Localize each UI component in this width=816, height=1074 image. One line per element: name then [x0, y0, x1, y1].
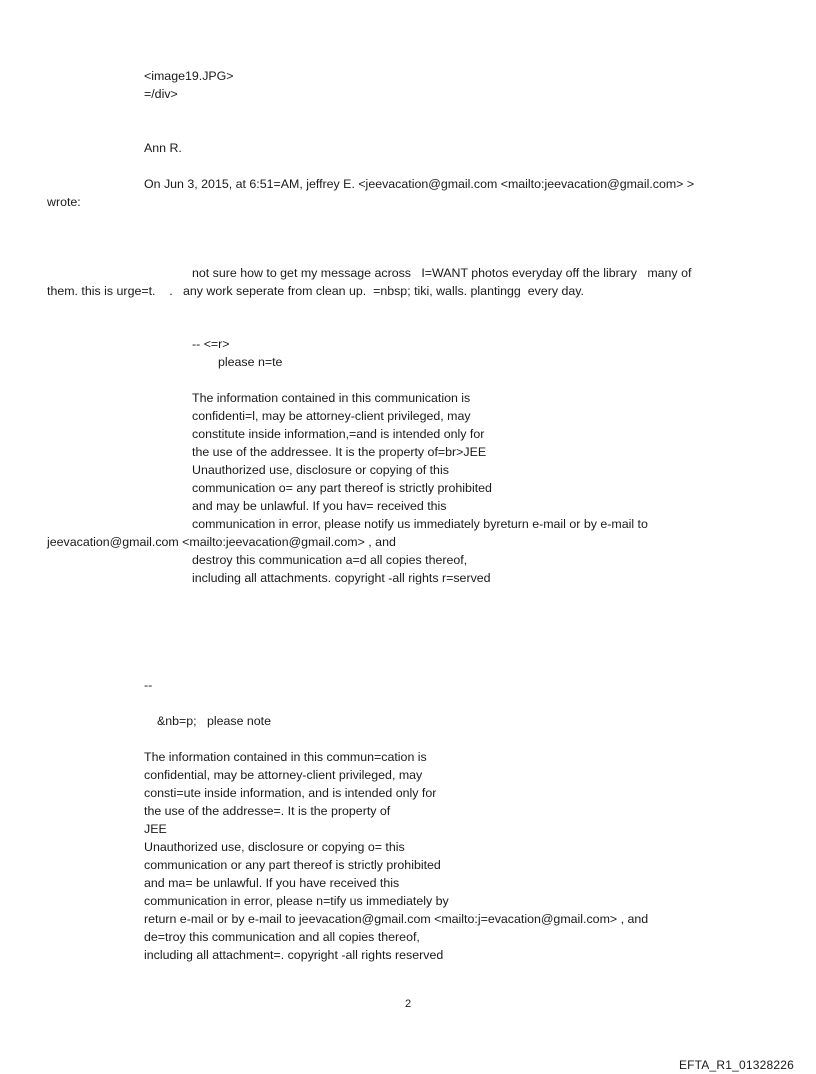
- reply-header-continued: wrote:: [47, 195, 81, 209]
- html-fragment: =/div>: [144, 87, 178, 101]
- image-reference: <image19.JPG>: [144, 69, 234, 83]
- disclaimer-line: communication in error, please notify us immediately byreturn e-mail or by e-mail to: [192, 517, 648, 531]
- disclaimer-email-line: jeevacation@gmail.com <mailto:jeevacation@gmail.com> , and: [47, 535, 396, 549]
- disclaimer-line: consti=ute inside information, and is intended only for: [144, 786, 437, 800]
- signature-separator: -- <=r>: [192, 337, 230, 351]
- disclaimer-line: including all attachments. copyright -all rights r=served: [192, 571, 491, 585]
- disclaimer-line: Unauthorized use, disclosure or copying of this: [192, 463, 449, 477]
- disclaimer-line: confidenti=l, may be attorney-client privileged, may: [192, 409, 471, 423]
- disclaimer-line: confidential, may be attorney-client privileged, may: [144, 768, 423, 782]
- disclaimer-line: Unauthorized use, disclosure or copying o= this: [144, 840, 405, 854]
- signature-note: please n=te: [218, 355, 283, 369]
- reply-header: On Jun 3, 2015, at 6:51=AM, jeffrey E. <jeevacation@gmail.com <mailto:jeevacation@gmail.com> >: [144, 177, 695, 191]
- disclaimer-line: the use of the addressee. It is the property of=br>JEE: [192, 445, 487, 459]
- sender-name: Ann R.: [144, 141, 182, 155]
- disclaimer-line: The information contained in this commun=cation is: [144, 750, 427, 764]
- disclaimer-line: de=troy this communication and all copies thereof,: [144, 930, 420, 944]
- signature-note: &nb=p; please note: [157, 714, 272, 728]
- disclaimer-line: The information contained in this communication is: [192, 391, 471, 405]
- disclaimer-line: and may be unlawful. If you hav= received this: [192, 499, 447, 513]
- disclaimer-line: JEE: [144, 822, 167, 836]
- bates-footer-id: EFTA_R1_01328226: [678, 1058, 794, 1072]
- disclaimer-line: constitute inside information,=and is intended only for: [192, 427, 485, 441]
- disclaimer-line: including all attachment=. copyright -all rights reserved: [144, 948, 444, 962]
- disclaimer-line: the use of the addresse=. It is the property of: [144, 804, 391, 818]
- message-line: them. this is urge=t. . any work seperate from clean up. =nbsp; tiki, walls. plantingg every day.: [47, 284, 584, 298]
- message-line: not sure how to get my message across I=WANT photos everyday off the library many of: [192, 266, 692, 280]
- disclaimer-line: communication or any part thereof is strictly prohibited: [144, 858, 441, 872]
- signature-separator: --: [144, 678, 153, 692]
- disclaimer-line: and ma= be unlawful. If you have received this: [144, 876, 400, 890]
- disclaimer-line: destroy this communication a=d all copies thereof,: [192, 553, 468, 567]
- page-number: 2: [404, 998, 412, 1010]
- disclaimer-line: return e-mail or by e-mail to jeevacation@gmail.com <mailto:j=evacation@gmail.com> , and: [144, 912, 649, 926]
- disclaimer-line: communication in error, please n=tify us immediately by: [144, 894, 449, 908]
- disclaimer-line: communication o= any part thereof is strictly prohibited: [192, 481, 492, 495]
